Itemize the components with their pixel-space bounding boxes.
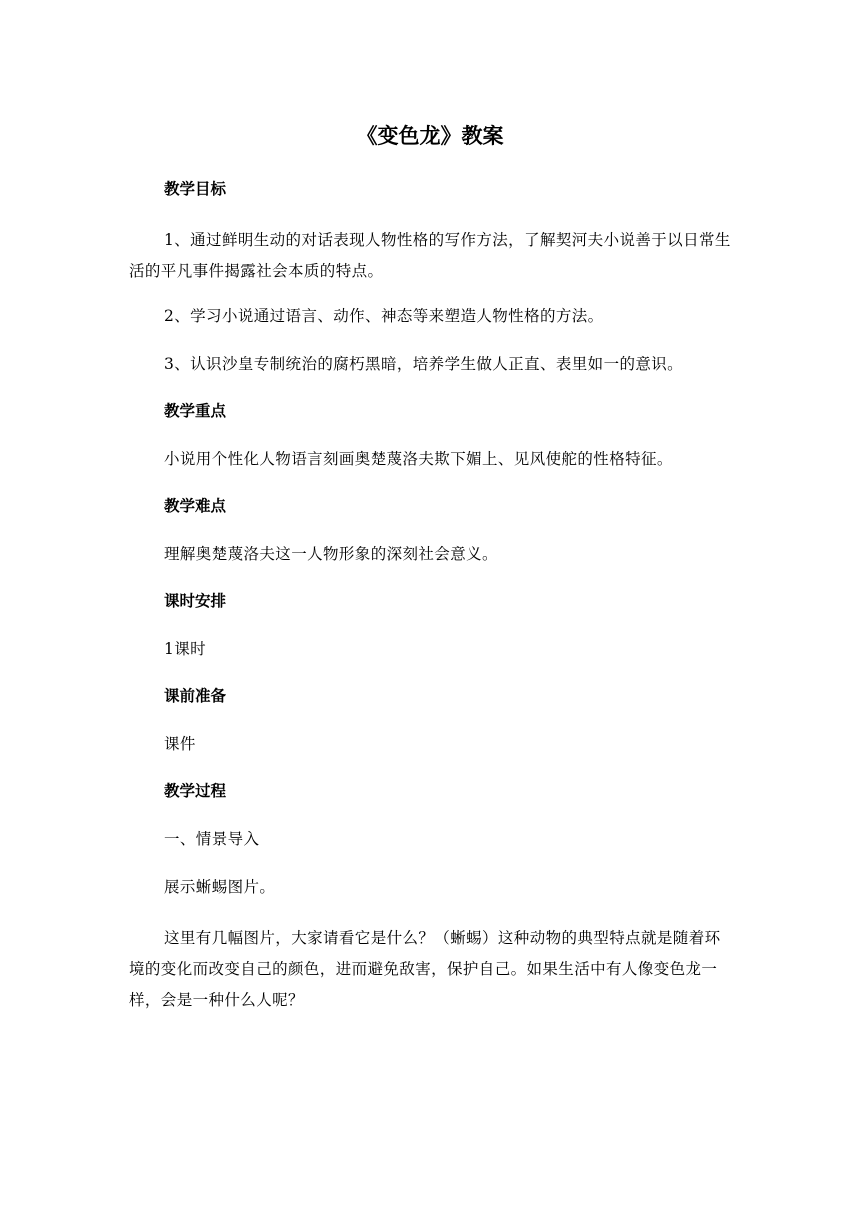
objective-paragraph-3: 3、认识沙皇专制统治的腐朽黑暗，培养学生做人正直、表里如一的意识。 [164, 355, 684, 373]
section-heading-schedule: 课时安排 [164, 592, 227, 610]
schedule-paragraph: 1课时 [164, 640, 207, 658]
process-step-heading: 一、情景导入 [164, 830, 260, 848]
preparation-paragraph: 课件 [164, 735, 196, 753]
objective-paragraph-2: 2、学习小说通过语言、动作、神态等来塑造人物性格的方法。 [164, 307, 604, 325]
section-heading-key-points: 教学重点 [164, 402, 227, 420]
objective-paragraph-1: 1、通过鲜明生动的对话表现人物性格的写作方法，了解契河夫小说善于以日常生活的平凡事件揭露社会本质的特点。 [129, 231, 731, 280]
document-body [129, 120, 731, 1033]
key-points-paragraph: 小说用个性化人物语言刻画奥楚蔑洛夫欺下媚上、见风使舵的性格特征。 [164, 450, 673, 468]
section-heading-objectives: 教学目标 [164, 180, 227, 198]
section-heading-difficulties: 教学难点 [164, 497, 227, 515]
difficulties-paragraph: 理解奥楚蔑洛夫这一人物形象的深刻社会意义。 [164, 545, 498, 563]
section-heading-preparation: 课前准备 [164, 687, 227, 705]
process-detail-paragraph: 这里有几幅图片，大家请看它是什么？（蜥蜴）这种动物的典型特点就是随着环境的变化而改变自己的颜色，进而避免敌害，保护自己。如果生活中有人像变色龙一样，会是一种什么人呢？ [129, 929, 721, 1009]
section-heading-process: 教学过程 [164, 782, 227, 800]
process-step-paragraph: 展示蜥蜴图片。 [164, 878, 276, 896]
document-title: 《变色龙》教案 [356, 124, 504, 148]
